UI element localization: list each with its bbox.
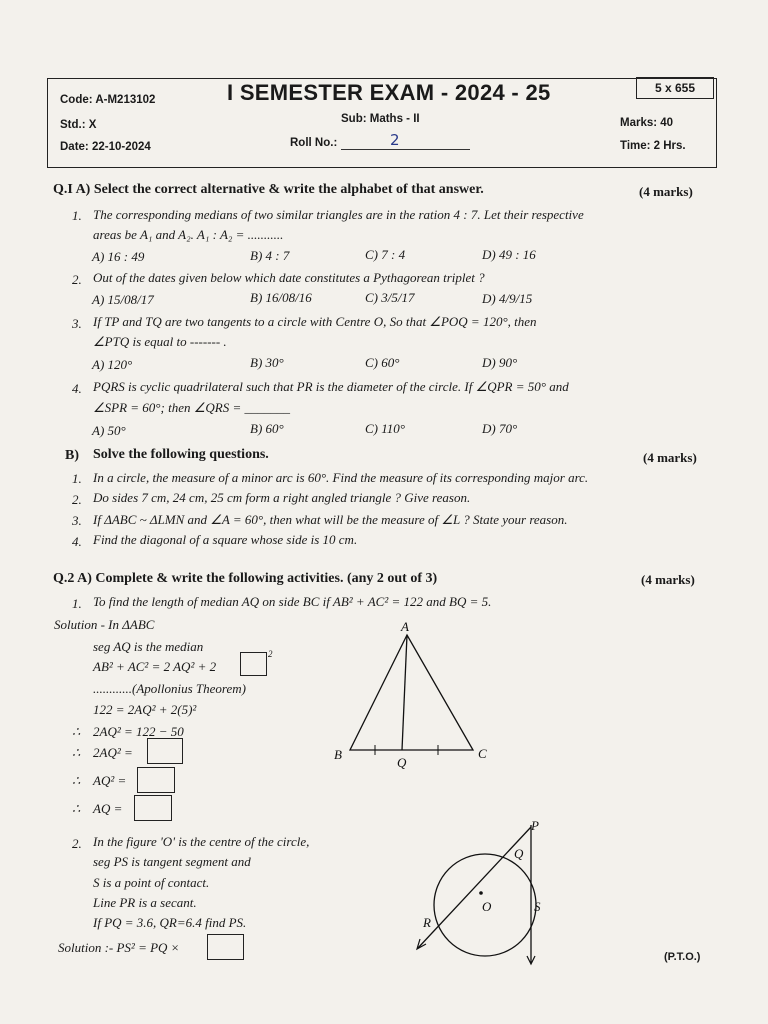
- label-a: A: [401, 619, 409, 634]
- label-r: R: [423, 915, 431, 930]
- q1a-item-text-cont: ∠PTQ is equal to ------- .: [93, 334, 227, 349]
- option-c: C) 110°: [365, 421, 405, 436]
- solution-line: 2AQ² = 122 − 50: [93, 724, 184, 739]
- q1b-item-text: In a circle, the measure of a minor arc is 60°. Find the measure of its corresponding major arc.: [93, 470, 589, 485]
- solution-line: AQ =: [93, 801, 123, 816]
- q2a-marks: (4 marks): [641, 572, 695, 587]
- exam-date: Date: 22-10-2024: [60, 141, 151, 153]
- activity-text: S is a point of contact.: [93, 875, 210, 890]
- q1a-heading: Q.I A) Select the correct alternative & write the alphabet of that answer.: [53, 182, 484, 197]
- roll-label: Roll No.:: [290, 137, 338, 149]
- solution-line: ............(Apollonius Theorem): [93, 681, 246, 696]
- q1a-item-text-cont: areas be A₁ and A₂. A₁ : A₂ = ...........: [93, 227, 284, 242]
- q1a-item-number: 2.: [72, 272, 82, 287]
- label-q: Q: [514, 846, 524, 861]
- option-d: D) 70°: [482, 421, 518, 436]
- label-p: P: [531, 818, 539, 833]
- option-d: D) 90°: [482, 355, 518, 370]
- standard: Std.: X: [60, 119, 97, 131]
- superscript: 2: [268, 649, 273, 659]
- option-d: D) 4/9/15: [482, 291, 533, 306]
- answer-box[interactable]: [137, 767, 175, 793]
- subject: Sub: Maths - II: [341, 113, 420, 125]
- therefore-symbol: ∴: [72, 801, 81, 816]
- total-marks: Marks: 40: [620, 117, 674, 129]
- therefore-symbol: ∴: [72, 773, 81, 788]
- answer-box[interactable]: [207, 934, 244, 960]
- answer-box[interactable]: [147, 738, 183, 764]
- q1b-marks: (4 marks): [643, 450, 697, 465]
- option-a: A) 50°: [92, 423, 126, 438]
- median-aq: [402, 635, 407, 750]
- centre-point: [479, 891, 483, 895]
- activity-number: 2.: [72, 836, 82, 851]
- solution-line: seg AQ is the median: [93, 639, 204, 654]
- roll-number-value: 2: [390, 131, 400, 149]
- label-s: S: [534, 899, 541, 914]
- q1b-item-number: 2.: [72, 492, 82, 507]
- option-c: C) 60°: [365, 355, 400, 370]
- solution-line: AQ² =: [93, 773, 127, 788]
- option-a: A) 120°: [92, 357, 133, 372]
- q1a-item-text-cont: ∠SPR = 60°; then ∠QRS = _______: [93, 400, 290, 415]
- activity-question: To find the length of median AQ on side BC if AB² + AC² = 122 and BQ = 5.: [93, 594, 492, 609]
- q1b-label: B): [65, 448, 79, 463]
- option-c: C) 7 : 4: [365, 247, 406, 262]
- q2a-heading: Q.2 A) Complete & write the following activities. (any 2 out of 3): [53, 571, 438, 586]
- duration: Time: 2 Hrs.: [620, 140, 686, 152]
- therefore-symbol: ∴: [72, 724, 81, 739]
- activity-text: In the figure 'O' is the centre of the circle,: [93, 834, 310, 849]
- q1a-marks: (4 marks): [639, 184, 693, 199]
- option-b: B) 60°: [250, 421, 284, 436]
- label-o: O: [482, 899, 492, 914]
- q1a-item-text: If TP and TQ are two tangents to a circle with Centre O, So that ∠POQ = 120°, then: [93, 314, 537, 329]
- label-q: Q: [397, 755, 407, 770]
- q1a-item-text: The corresponding medians of two similar triangles are in the ration 4 : 7. Let their respective: [93, 207, 584, 222]
- q1b-item-text: Find the diagonal of a square whose side is 10 cm.: [93, 532, 358, 547]
- triangle-abc: [350, 635, 473, 750]
- option-c: C) 3/5/17: [365, 290, 415, 305]
- option-b: B) 16/08/16: [250, 290, 312, 305]
- q1b-item-number: 1.: [72, 471, 82, 486]
- q1b-item-number: 4.: [72, 534, 82, 549]
- label-b: B: [334, 747, 342, 762]
- exam-title: I SEMESTER EXAM - 2024 - 25: [227, 80, 551, 105]
- q1a-item-number: 1.: [72, 208, 82, 223]
- page-code: 5 x 655: [636, 77, 714, 99]
- roll-number-line: [341, 149, 470, 150]
- circle-figure: [410, 815, 560, 970]
- q1b-item-text: If ΔABC ~ ΔLMN and ∠A = 60°, then what will be the measure of ∠L ? State your reason.: [93, 512, 568, 527]
- exam-code: Code: A-M213102: [60, 94, 156, 106]
- triangle-figure: [320, 615, 500, 775]
- option-a: A) 16 : 49: [92, 249, 145, 264]
- solution-line: 2AQ² =: [93, 745, 133, 760]
- q1b-item-text: Do sides 7 cm, 24 cm, 25 cm form a right angled triangle ? Give reason.: [93, 490, 471, 505]
- activity-text: Line PR is a secant.: [93, 895, 197, 910]
- solution-line: Solution :- PS² = PQ ×: [58, 940, 180, 955]
- label-c: C: [478, 746, 487, 761]
- option-a: A) 15/08/17: [92, 292, 154, 307]
- activity-number: 1.: [72, 596, 82, 611]
- answer-box[interactable]: [134, 795, 172, 821]
- q1a-item-text: PQRS is cyclic quadrilateral such that PR is the diameter of the circle. If ∠QPR = 50° and: [93, 379, 569, 394]
- q1b-heading: Solve the following questions.: [93, 447, 269, 462]
- solution-line: 122 = 2AQ² + 2(5)²: [93, 702, 197, 717]
- q1a-item-text: Out of the dates given below which date constitutes a Pythagorean triplet ?: [93, 270, 485, 285]
- option-b: B) 4 : 7: [250, 248, 290, 263]
- solution-label: Solution - In ΔABC: [54, 617, 155, 632]
- q1a-item-number: 3.: [72, 316, 82, 331]
- pto-note: (P.T.O.): [664, 951, 701, 963]
- option-b: B) 30°: [250, 355, 284, 370]
- answer-box[interactable]: [240, 652, 267, 676]
- option-d: D) 49 : 16: [482, 247, 536, 262]
- activity-text: seg PS is tangent segment and: [93, 854, 251, 869]
- therefore-symbol: ∴: [72, 745, 81, 760]
- q1a-item-number: 4.: [72, 381, 82, 396]
- q1b-item-number: 3.: [72, 513, 82, 528]
- solution-line: AB² + AC² = 2 AQ² + 2: [93, 659, 217, 674]
- activity-text: If PQ = 3.6, QR=6.4 find PS.: [93, 915, 247, 930]
